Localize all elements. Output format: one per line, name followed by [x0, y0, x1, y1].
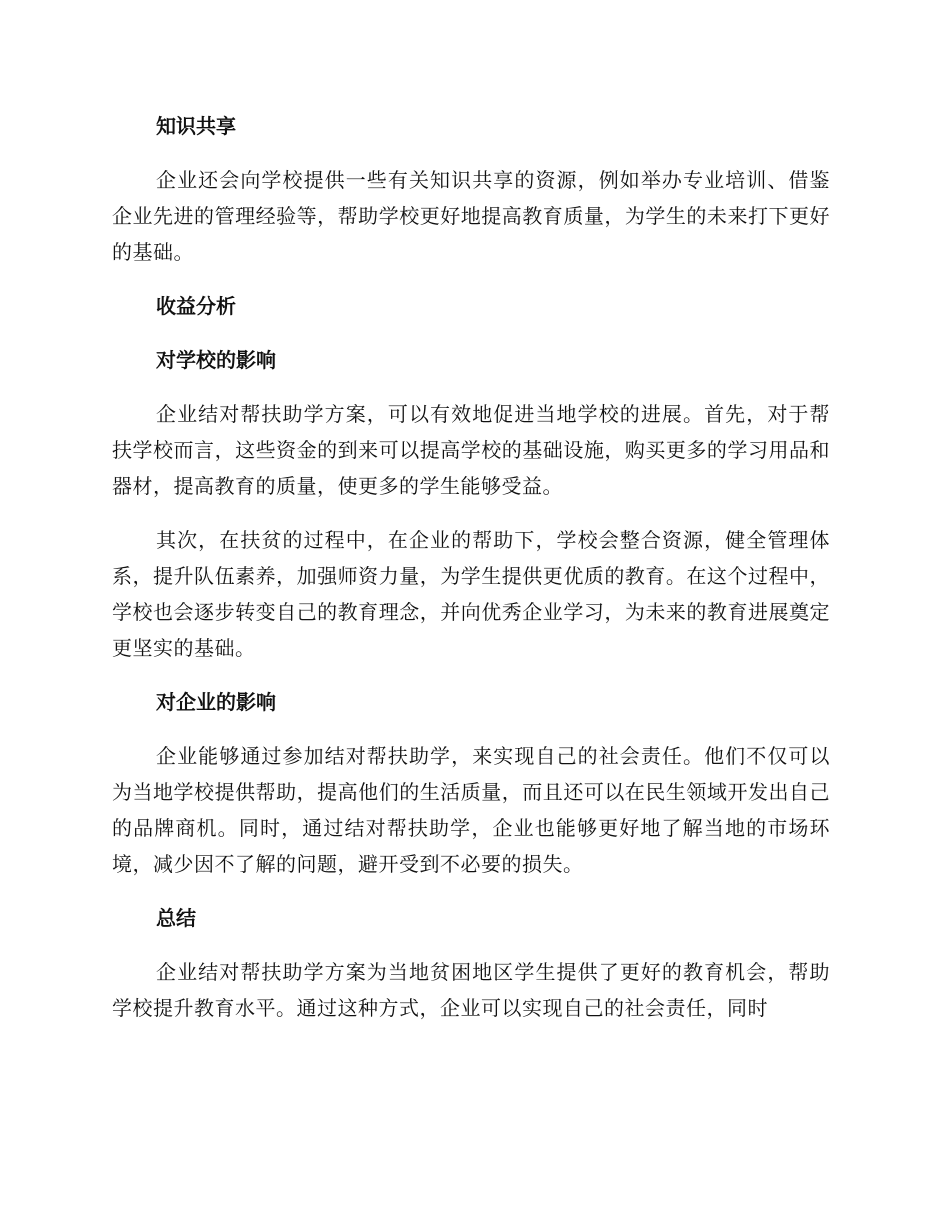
section-heading-benefit-analysis: 收益分析 — [156, 294, 236, 318]
paragraph-impact-on-enterprise: 企业能够通过参加结对帮扶助学，来实现自己的社会责任。他们不仅可以为当地学校提供帮助，提高他们的生活质量，而且还可以在民生领域开发出自己的品牌商机。同时，通过结对帮扶助学，企业也能够更好地了解当地的市场环境，减少因不了解的问题，避开受到不必要的损失。 — [112, 744, 830, 876]
paragraph-impact-on-school-1: 企业结对帮扶助学方案，可以有效地促进当地学校的进展。首先，对于帮扶学校而言，这些资金的到来可以提高学校的基础设施，购买更多的学习用品和器材，提高教育的质量，使更多的学生能够受益。 — [112, 402, 830, 498]
section-heading-knowledge-sharing: 知识共享 — [156, 114, 236, 138]
section-heading-summary: 总结 — [156, 906, 196, 930]
paragraph-summary: 企业结对帮扶助学方案为当地贫困地区学生提供了更好的教育机会，帮助学校提升教育水平。通过这种方式，企业可以实现自己的社会责任，同时 — [112, 960, 830, 1020]
paragraph-knowledge-sharing: 企业还会向学校提供一些有关知识共享的资源，例如举办专业培训、借鉴企业先进的管理经验等，帮助学校更好地提高教育质量，为学生的未来打下更好的基础。 — [112, 168, 830, 264]
document-page — [112, 108, 830, 1044]
section-heading-impact-on-school: 对学校的影响 — [156, 348, 276, 372]
paragraph-impact-on-school-2: 其次，在扶贫的过程中，在企业的帮助下，学校会整合资源，健全管理体系，提升队伍素养，加强师资力量，为学生提供更优质的教育。在这个过程中，学校也会逐步转变自己的教育理念，并向优秀企业学习，为未来的教育进展奠定更坚实的基础。 — [112, 528, 830, 660]
section-heading-impact-on-enterprise: 对企业的影响 — [156, 690, 276, 714]
